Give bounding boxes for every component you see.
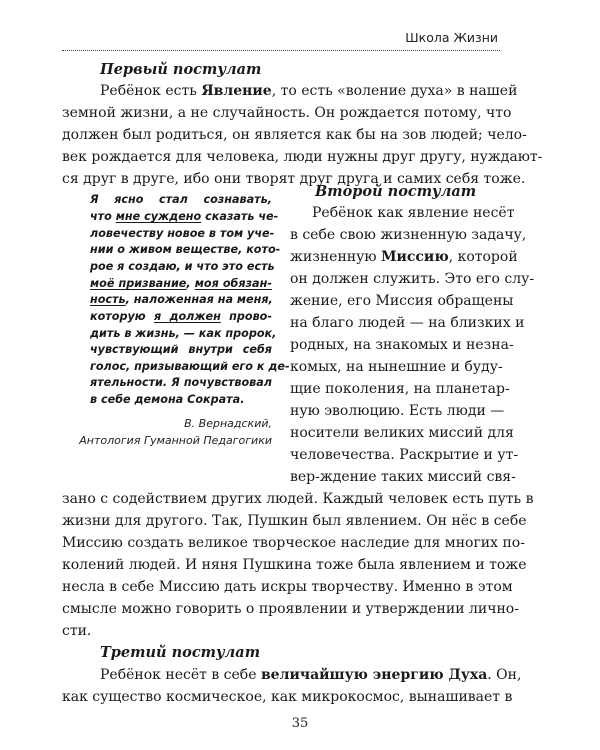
paragraph-line: Ребёнок несёт в себе величайшую энергию Духа. Он, [100,667,522,683]
paragraph-line: колений людей. И няня Пушкина тоже была явлением и тоже [62,557,527,573]
paragraph-line: человечества. Раскрытие и ут- [290,447,519,463]
paragraph-line: сти. [62,623,92,639]
heading-first-postulate: Первый постулат [100,61,262,78]
paragraph-line: смысле можно говорить о проявлении и утверждении лично- [62,601,519,617]
page-number: 35 [291,716,309,731]
running-head: Школа Жизни [405,30,498,45]
paragraph-line: как существо космическое, как микрокосмос, вынашивает в [62,689,513,705]
paragraph-line: на благо людей — на близких и [290,315,525,331]
quote-line: чувствующий внутри себя [90,343,272,356]
paragraph-line: несла в себе Миссию дать искры творчеству. Именно в этом [62,579,513,595]
quote-line: голос, призывающий его к де- [90,360,290,373]
paragraph-line: ную эволюцию. Есть люди — [290,403,505,419]
heading-second-postulate: Второй постулат [315,183,477,200]
emphasis-term: величайшую энергию Духа [260,667,488,683]
emphasis-term: Явление [201,83,272,99]
quote-line: ность, наложенная на меня, [90,293,273,306]
paragraph-line: земной жизни, а не случайность. Он рождается потому, что [62,105,512,121]
quote-line: дить в жизнь, — как пророк, [90,327,277,340]
paragraph-line: вер-ждение таких миссий свя- [290,469,516,485]
paragraph-line: в себе свою жизненную задачу, [290,227,527,243]
paragraph-line: носители великих миссий для [290,425,514,441]
quote-author: В. Вернадский, [184,417,272,430]
paragraph-line: щие поколения, на планетар- [290,381,510,397]
header-dotted-rule [62,50,500,51]
paragraph-line: комых, на нынешние и буду- [290,359,503,375]
emphasis-term: Миссию [381,249,449,265]
paragraph-line: ся друг в друге, ибо они творят друг друга и самих себя тоже. [62,171,526,187]
quote-line: рое я создаю, и что это есть [90,260,275,273]
quote-line: что мне суждено сказать че- [90,210,279,223]
quote-line: ловечеству новое в том уче- [90,227,275,240]
quote-line: Я ясно стал сознавать, [90,193,272,206]
paragraph-line: зано с содействием других людей. Каждый человек есть путь в [62,491,534,507]
paragraph-line: Ребёнок как явление несёт [312,205,515,221]
paragraph-line: жизни для другого. Так, Пушкин был явлением. Он нёс в себе [62,513,527,529]
quote-line: ятельности. Я почувствовал [90,376,272,389]
paragraph-line: он должен служить. Это его слу- [290,271,535,287]
paragraph-line: жизненную Миссию, которой [290,249,518,265]
paragraph-line: родных, на знакомых и незна- [290,337,514,353]
quote-line: моё призвание, моя обязан- [90,277,272,290]
quote-source: Антология Гуманной Педагогики [79,434,272,447]
paragraph-line: должен был родиться, он является как бы на зов людей; чело- [62,127,527,143]
paragraph-line: Миссию создать великое творческое наследие для многих по- [62,535,525,551]
heading-third-postulate: Третий постулат [100,644,261,661]
quote-line: нии о живом веществе, кото- [90,243,281,256]
quote-line: которую я должен прово- [90,310,272,323]
paragraph-line: Ребёнок есть Явление, то есть «воление духа» в нашей [100,83,518,99]
paragraph-line: век рождается для человека, люди нужны друг другу, нуждают- [62,149,543,165]
paragraph-line: жение, его Миссия обращены [290,293,514,309]
quote-line: в себе демона Сократа. [90,393,245,406]
